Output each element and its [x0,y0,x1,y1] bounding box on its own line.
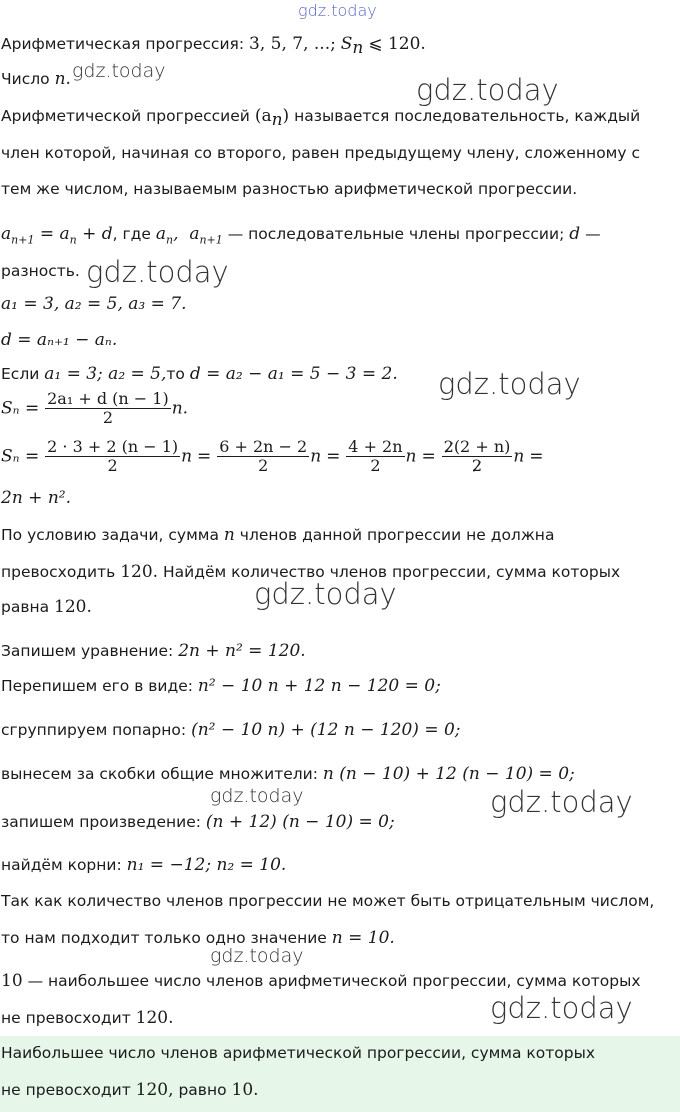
calc-den-4 [442,457,513,475]
sum-formula [1,390,188,428]
calc-eq: = [197,446,212,467]
answer-box [0,1036,680,1112]
watermark: gdz.today [210,945,304,967]
sum-tail: n. [171,398,189,419]
step-expression: n₁ = −12; n₂ = 10. [126,855,287,875]
cancelled-two: 2 [443,437,454,456]
definition-line-2: член которой, начиная со второго, равен предыдущему члену, сложенному с [1,144,640,162]
step-label: Перепишем его в виде: [1,677,193,695]
calc-den-3: 2 [370,456,381,476]
step-roots [1,855,286,875]
watermark: gdz.today [490,785,633,819]
condition-text: равна [1,598,50,616]
step-label: Запишем уравнение: [1,642,174,660]
watermark: gdz.today [416,73,559,107]
definition-line-3: тем же числом, называемым разностью арифметической прогрессии. [1,180,578,198]
condition-text: Найдём количество членов прогрессии, сумма которых [163,563,621,581]
step-expression: n² − 10 n + 12 n − 120 = 0; [197,676,441,696]
definition-text: Арифметической прогрессией [1,107,250,125]
watermark: gdz.today [490,991,633,1025]
task-label: Арифметическая прогрессия: [1,35,245,53]
calc-num-1: 2 · 3 + 2 (n − 1) [47,437,179,456]
calc-num-4 [442,438,513,457]
find-line [1,69,71,89]
conclusion-text: — наибольшее число членов арифметической прогрессии, сумма которых [27,972,641,990]
watermark: gdz.today [438,367,581,401]
conclusion-text: то нам подходит только одно значение [1,929,327,947]
step-factor [1,764,575,784]
if-values: a₁ = 3; a₂ = 5, [44,364,167,384]
calc-fraction-2 [217,438,309,476]
step-label: запишем произведение: [1,813,201,831]
definition-line-1 [1,106,640,130]
calc-eq: = [326,446,341,467]
step-expression: n (n − 10) + 12 (n − 10) = 0; [322,764,575,784]
if-then: то [166,365,185,383]
sum-denominator: 2 [102,408,114,428]
task-condition: ⩽ 120. [368,34,426,54]
calc-n: n [405,446,417,467]
step-label: сгруппируем попарно: [1,721,187,739]
conclusion-line-4 [1,1008,174,1028]
step-equation [1,641,306,661]
if-line [1,364,398,384]
find-label: Число [1,70,50,88]
watermark: gdz.today [210,785,304,807]
calc-n: n [513,446,525,467]
formula-vars: $a_n$, $a_{n+1}$ [155,224,223,247]
sum-calculation [1,438,544,476]
definition-text: называется последовательность, каждый [294,107,641,125]
condition-var: n [223,525,235,545]
step-expression: (n + 12) (n − 10) = 0; [205,812,395,832]
formula-expr: $a_{n+1} = a_n + d$ [1,224,113,247]
definition-var-sub: n [271,110,283,131]
watermark-top: gdz.today [298,1,377,20]
calc-den-1: 2 [107,456,118,476]
condition-text: членов данной прогрессии не должна [239,526,555,544]
watermark: gdz.today [72,60,166,82]
conclusion-number: 10 [1,971,23,991]
task-line [1,34,426,58]
calc-fraction-4 [442,438,513,476]
conclusion-line-1: Так как количество членов прогрессии не может быть отрицательным числом, [1,892,655,910]
conclusion-line-2 [1,928,395,948]
step-group [1,720,461,740]
sum-numerator: 2a₁ + d (n − 1) [47,389,169,408]
watermark: gdz.today [254,577,397,611]
calc-eq: = [529,446,544,467]
formula-d: d [569,224,581,244]
answer-number: 120, [135,1080,174,1100]
find-var: n. [54,69,71,89]
calc-n: n [181,446,193,467]
step-expression: (n² − 10 n) + (12 n − 120) = 0; [191,720,461,740]
calc-num-2: 6 + 2n − 2 [219,437,308,456]
if-result: d = a₂ − a₁ = 5 − 3 = 2. [189,364,398,384]
condition-line-2 [1,562,620,582]
condition-line-1 [1,525,554,545]
condition-number: 120. [120,562,159,582]
task-sequence: 3, 5, 7, ...; [249,34,336,54]
definition-var-close: ) [282,106,290,126]
answer-line-2 [1,1080,259,1100]
task-sum: S [340,34,353,54]
formula-note-end: разность. [1,262,80,280]
formula-note: , где [112,225,151,243]
conclusion-number: 120. [135,1008,174,1028]
calc-n: n [310,446,322,467]
sum-lhs: Sₙ = [1,398,40,419]
sum-fraction [45,390,171,428]
condition-text: По условию задачи, сумма [1,526,219,544]
calc-lhs: Sₙ = [1,446,40,467]
conclusion-line-3 [1,971,641,991]
definition-var: (a [254,106,272,126]
step-product [1,812,395,832]
calc-num-4-text: (2 + n) [453,437,511,456]
calc-num-3: 4 + 2n [348,437,403,456]
cancelled-two: 2 [471,456,483,476]
answer-text: равно [178,1081,227,1099]
formula-line [1,224,601,247]
watermark: gdz.today [86,255,229,289]
if-label: Если [1,365,40,383]
step-expression: 2n + n² = 120. [178,641,306,661]
terms-line: a₁ = 3, a₂ = 5, a₃ = 7. [1,294,187,314]
condition-number: 120. [54,597,92,617]
answer-text: не превосходит [1,1081,131,1099]
conclusion-text: не превосходит [1,1009,131,1027]
answer-line-1: Наибольшее число членов арифметической прогрессии, сумма которых [1,1044,596,1062]
formula-dash: — [585,225,601,243]
calc-den-2: 2 [258,456,269,476]
condition-text: превосходить [1,563,116,581]
calc-eq: = [421,446,436,467]
diff-line: d = aₙ₊₁ − aₙ. [1,330,118,350]
calc-fraction-3 [346,438,404,476]
step-label: вынесем за скобки общие множители: [1,765,318,783]
calc-result: 2n + n². [1,488,71,508]
formula-note: — последовательные члены прогрессии; [227,225,565,243]
answer-value: 10. [231,1080,259,1100]
task-sum-sub: n [352,38,364,59]
condition-line-3 [1,597,92,617]
step-label: найдём корни: [1,856,122,874]
calc-fraction-1 [45,438,180,476]
conclusion-value: n = 10. [331,928,395,948]
step-rewrite [1,676,441,696]
